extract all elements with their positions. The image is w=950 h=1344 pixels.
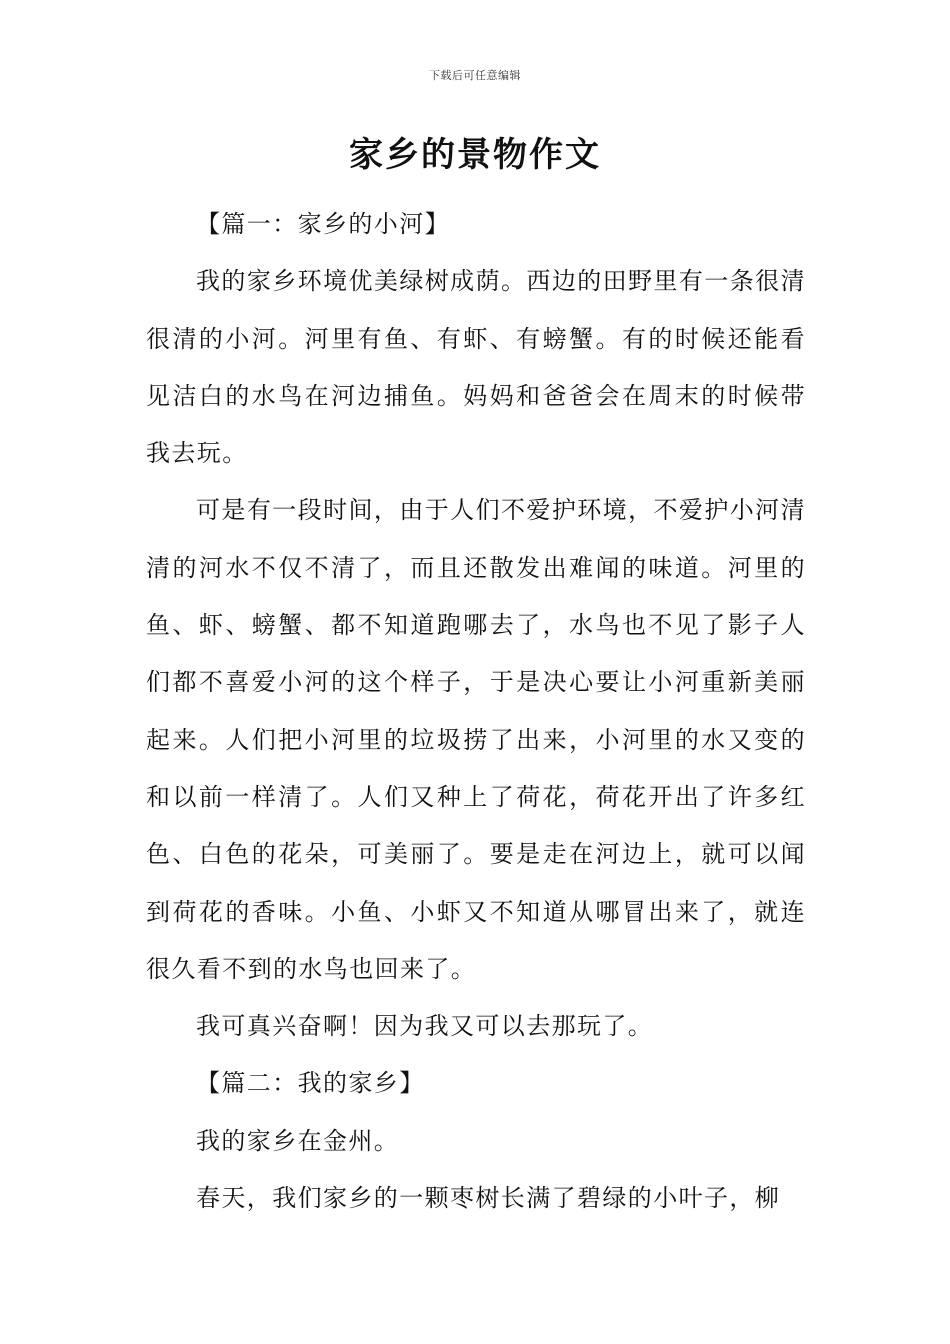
paragraph: 我的家乡环境优美绿树成荫。西边的田野里有一条很清很清的小河。河里有鱼、有虾、有螃蟹。有的时候还能看见洁白的水鸟在河边捕鱼。妈妈和爸爸会在周末的时候带我去玩。 xyxy=(146,267,806,468)
paragraph: 春天，我们家乡的一颗枣树长满了碧绿的小叶子，柳 xyxy=(196,1184,781,1213)
header-note: 下载后可任意编辑 xyxy=(429,69,521,82)
paragraph: 我的家乡在金州。 xyxy=(196,1126,400,1155)
paragraph: 可是有一段时间，由于人们不爱护环境，不爱护小河清清的河水不仅不清了，而且还散发出难闻的味道。河里的鱼、虾、螃蟹、都不知道跑哪去了，水鸟也不见了影子人们都不喜爱小河的这个样子，于是决心要让小河重新美丽起来。人们把小河里的垃圾捞了出来，小河里的水又变的和以前一样清了。人们又种上了荷花，荷花开出了许多红色、白色的花朵，可美丽了。要是走在河边上，就可以闻到荷花的香味。小鱼、小虾又不知道从哪冒出来了，就连很久看不到的水鸟也回来了。 xyxy=(146,496,806,983)
section-heading: 【篇一：家乡的小河】 xyxy=(196,210,450,238)
document-title: 家乡的景物作文 xyxy=(349,135,601,175)
paragraph: 我可真兴奋啊！因为我又可以去那玩了。 xyxy=(196,1012,654,1041)
section-heading: 【篇二：我的家乡】 xyxy=(196,1069,425,1098)
document-body xyxy=(146,196,806,1227)
